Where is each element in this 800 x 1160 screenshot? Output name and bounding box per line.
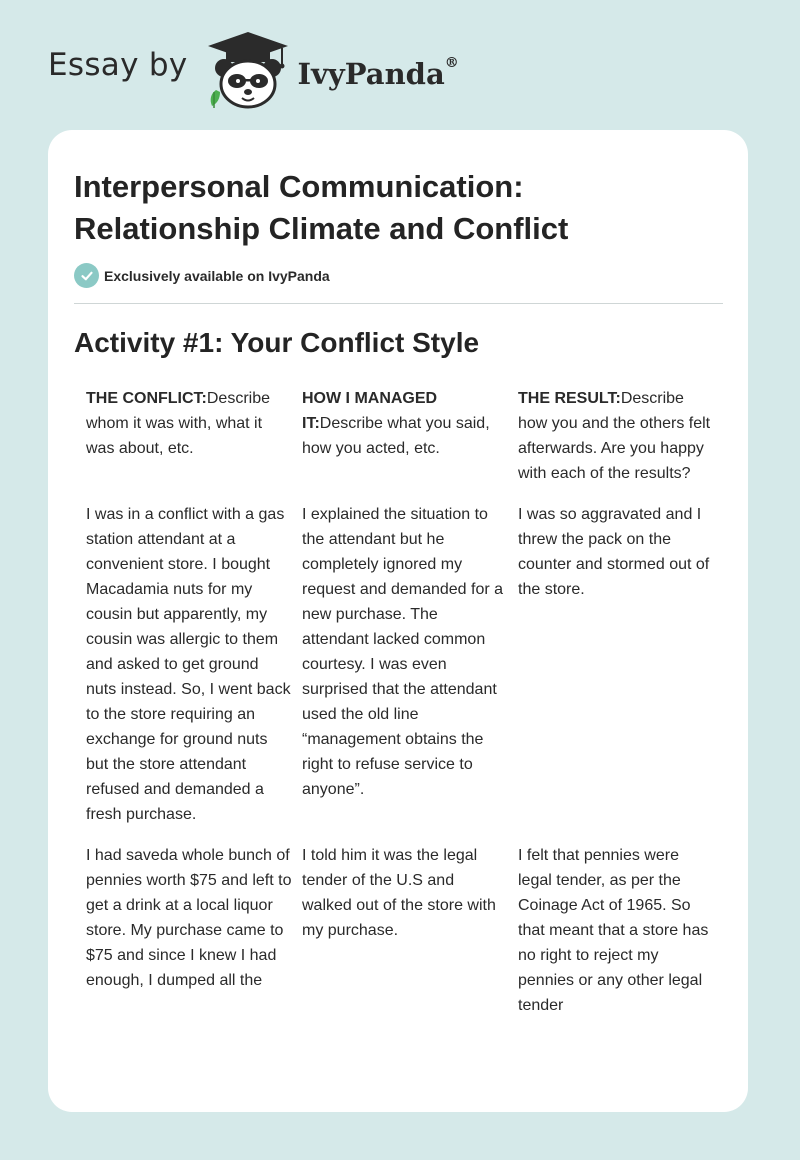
conflict-style-table	[86, 386, 726, 1018]
table-cell: I told him it was the legal tender of the U.S and walked out of the store with my purchase.	[302, 847, 496, 939]
ivypanda-logo-icon	[202, 30, 294, 110]
table-header-row	[86, 386, 726, 502]
essay-card	[48, 130, 748, 1112]
table-row	[86, 502, 726, 843]
table-row	[86, 843, 726, 1018]
brand-header[interactable]	[48, 30, 459, 110]
brand-name: IvyPanda®	[297, 55, 459, 91]
table-cell: I was in a conflict with a gas station attendant at a convenient store. I bought Macadamia nuts for my cousin but apparently, my cousin was allergic to them and asked to get ground nuts instead. So, I went back to the store requiring an exchange for ground nuts but the store attendant refused and demanded a fresh purchase.	[86, 506, 291, 823]
divider	[74, 303, 723, 304]
brand-prefix: Essay by	[48, 47, 188, 83]
check-icon	[74, 263, 99, 288]
section-title: Activity #1: Your Conflict Style	[74, 327, 480, 358]
header-cell-conflict: THE CONFLICT:Describe whom it was with, what it was about, etc.	[86, 390, 271, 457]
table-cell: I was so aggravated and I threw the pack on the counter and stormed out of the store.	[518, 506, 710, 598]
header-cell-managed: HOW I MANAGED IT:Describe what you said, how you acted, etc.	[302, 390, 490, 457]
exclusive-badge	[74, 263, 330, 288]
badge-text: Exclusively available on IvyPanda	[104, 267, 330, 284]
table-cell: I explained the situation to the attendant but he completely ignored my request and demanded for a new purchase. The attendant lacked common courtesy. I was even surprised that the attendant used the old line “management obtains the right to refuse service to anyone”.	[302, 506, 504, 798]
table-cell: I had saveda whole bunch of pennies worth $75 and left to get a drink at a local liquor store. My purchase came to $75 and since I knew I had enough, I dumped all the	[86, 847, 292, 989]
header-cell-result: THE RESULT:Describe how you and the others felt afterwards. Are you happy with each of the results?	[518, 390, 711, 482]
page-title: Interpersonal Communication: Relationship Climate and Conflict	[74, 169, 569, 246]
table-cell: I felt that pennies were legal tender, as per the Coinage Act of 1965. So that meant that a store has no right to reject my pennies or any other legal tender	[518, 847, 709, 1014]
